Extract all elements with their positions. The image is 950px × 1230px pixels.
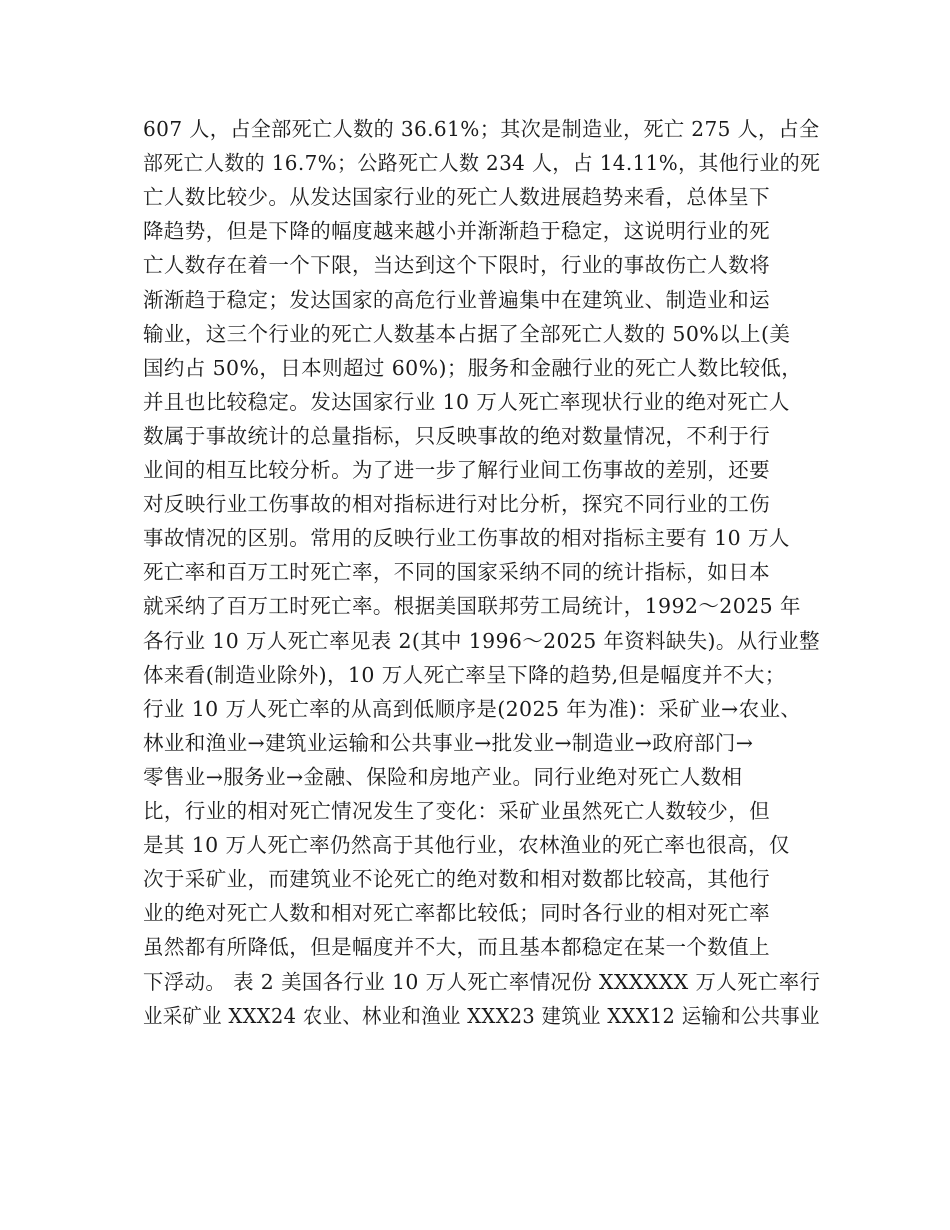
text-line: 607 人，占全部死亡人数的 36.61%；其次是制造业，死亡 275 人，占全 — [143, 117, 820, 141]
text-line: 对反映行业工伤事故的相对指标进行对比分析，探究不同行业的工伤 — [143, 492, 770, 517]
text-line: 就采纳了百万工时死亡率。根据美国联邦劳工局统计，1992～2025 年 — [143, 594, 801, 619]
text-line: 林业和渔业→建筑业运输和公共事业→批发业→制造业→政府部门→ — [143, 730, 754, 755]
text-line: 渐渐趋于稳定；发达国家的高危行业普遍集中在建筑业、制造业和运 — [143, 287, 770, 312]
text-line: 业采矿业 XXX24 农业、林业和渔业 XXX23 建筑业 XXX12 运输和公共事业 — [143, 1003, 820, 1028]
text-line: 输业，这三个行业的死亡人数基本占据了全部死亡人数的 50%以上(美 — [143, 321, 791, 346]
text-line: 部死亡人数的 16.7%；公路死亡人数 234 人，占 14.11%，其他行业的死 — [143, 151, 821, 176]
text-line: 虽然都有所降低，但是幅度并不大，而且基本都稳定在某一个数值上 — [143, 935, 770, 960]
text-line: 下浮动。 表 2 美国各行业 10 万人死亡率情况份 XXXXXX 万人死亡率行 — [143, 969, 821, 994]
text-line: 降趋势，但是下降的幅度越来越小并渐渐趋于稳定，这说明行业的死 — [143, 219, 770, 244]
text-line: 业的绝对死亡人数和相对死亡率都比较低；同时各行业的相对死亡率 — [143, 901, 770, 926]
text-line: 体来看(制造业除外)，10 万人死亡率呈下降的趋势,但是幅度并不大； — [143, 662, 786, 687]
text-line: 死亡率和百万工时死亡率，不同的国家采纳不同的统计指标，如日本 — [143, 560, 770, 585]
text-line: 亡人数存在着一个下限，当达到这个下限时，行业的事故伤亡人数将 — [143, 253, 770, 278]
text-line: 数属于事故统计的总量指标，只反映事故的绝对数量情况，不利于行 — [143, 423, 770, 448]
text-line: 亡人数比较少。从发达国家行业的死亡人数进展趋势来看，总体呈下 — [143, 185, 770, 210]
text-line: 是其 10 万人死亡率仍然高于其他行业，农林渔业的死亡率也很高，仅 — [143, 833, 790, 858]
text-line: 比，行业的相对死亡情况发生了变化：采矿业虽然死亡人数较少，但 — [143, 799, 770, 823]
text-line: 事故情况的区别。常用的反映行业工伤事故的相对指标主要有 10 万人 — [143, 526, 790, 551]
text-line: 业间的相互比较分析。为了进一步了解行业间工伤事故的差别，还要 — [143, 458, 770, 482]
text-line: 次于采矿业，而建筑业不论死亡的绝对数和相对数都比较高，其他行 — [143, 867, 770, 892]
text-line: 行业 10 万人死亡率的从高到低顺序是(2025 年为准)：采矿业→农业、 — [143, 696, 802, 721]
text-line: 零售业→服务业→金融、保险和房地产业。同行业绝对死亡人数相 — [143, 764, 743, 789]
text-line: 各行业 10 万人死亡率见表 2(其中 1996～2025 年资料缺失)。从行业整 — [143, 628, 820, 653]
text-line: 国约占 50%，日本则超过 60%)；服务和金融行业的死亡人数比较低， — [143, 355, 803, 380]
text-line: 并且也比较稳定。发达国家行业 10 万人死亡率现状行业的绝对死亡人 — [143, 389, 790, 414]
